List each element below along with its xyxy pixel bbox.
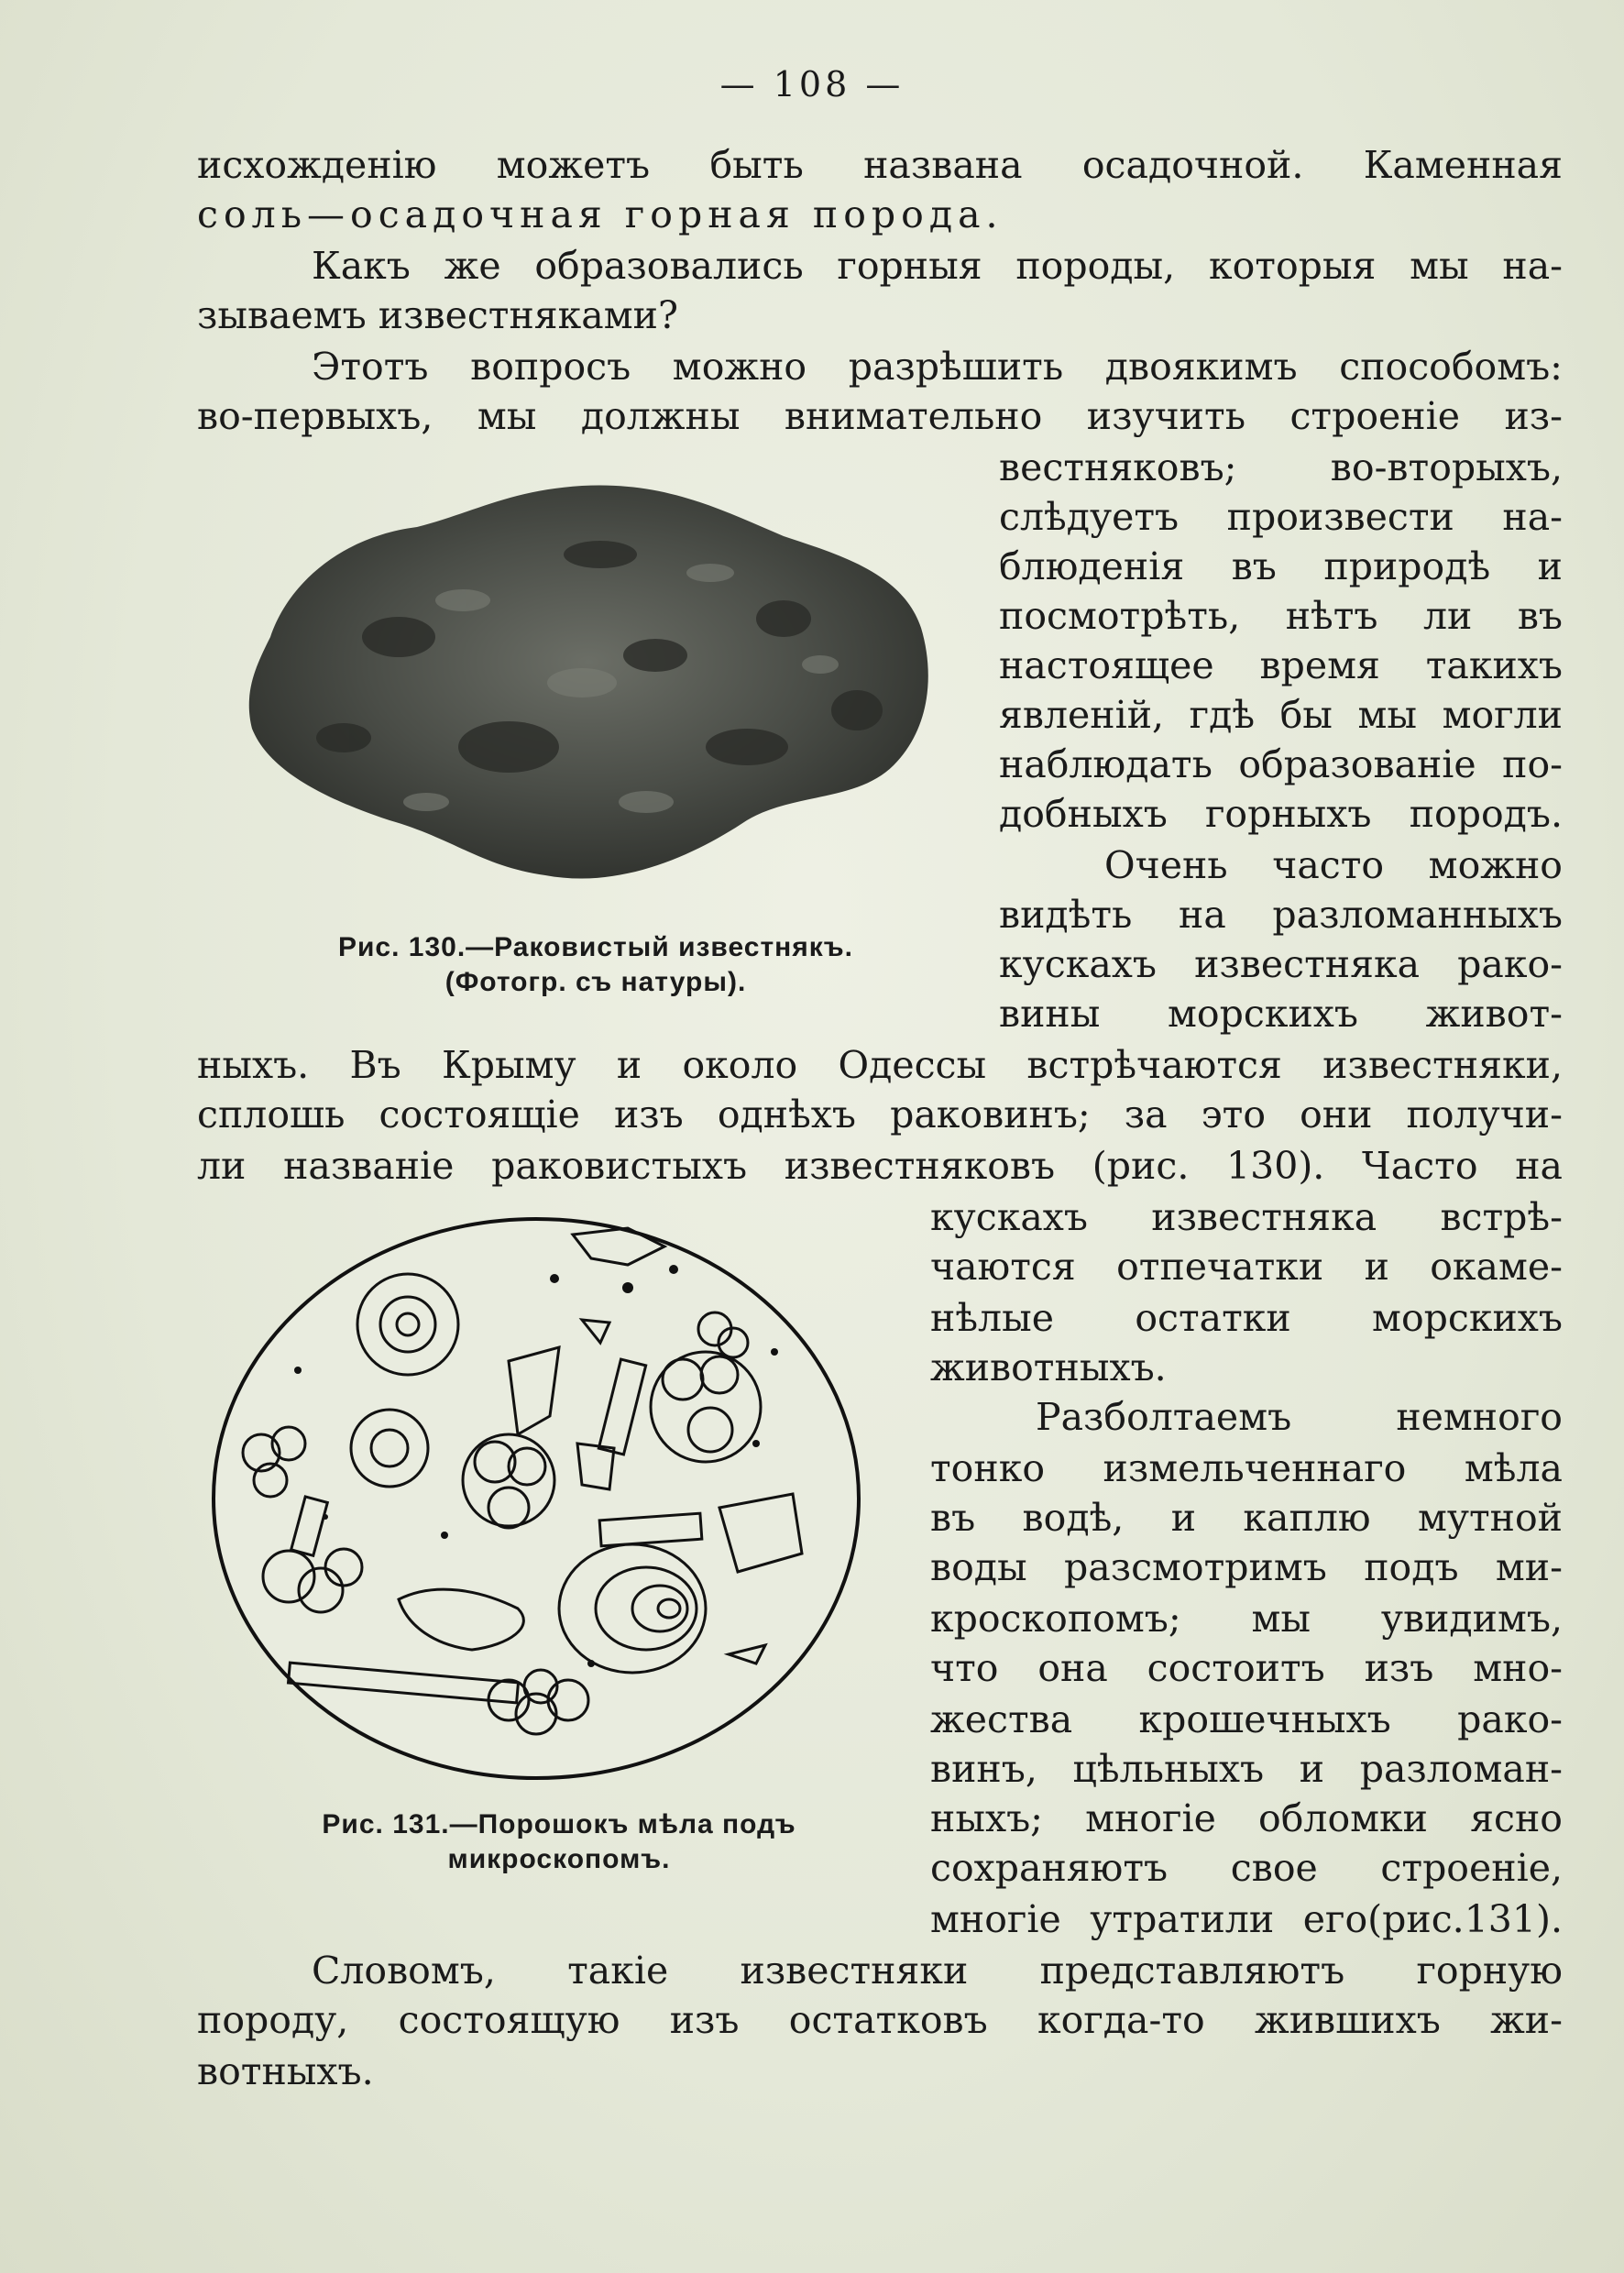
text-line: кускахъ известняка рако- [999,942,1563,986]
text-line: соль—осадочная горная порода. [197,192,1004,236]
text-line: Словомъ, такіе известняки представляютъ горную [312,1949,1563,1993]
text-line: воды разсмотримъ подъ ми- [930,1545,1563,1589]
text-line: животныхъ. [930,1345,1167,1389]
figure-130-caption [247,930,944,999]
figure-130-limestone-image [234,472,939,894]
text-line: винъ, цѣльныхъ и разломан- [930,1747,1563,1791]
text-line: Какъ же образовались горныя породы, которыя мы на- [312,244,1563,288]
figure-131-caption [225,1807,894,1876]
text-line: ли названіе раковистыхъ известняковъ (рис. 130). Часто на [197,1144,1563,1188]
text-line: вины морскихъ живот- [999,992,1563,1036]
text-line: что она состоитъ изъ мно- [930,1646,1563,1690]
text-line: кускахъ известняка встрѣ- [930,1195,1563,1239]
text-line: слѣдуетъ произвести на- [999,495,1563,539]
text-line: ныхъ. Въ Крыму и около Одессы встрѣчаются известняки, [197,1043,1563,1087]
figure-130-caption-line1: Рис. 130.—Раковистый известнякъ. [337,932,853,962]
page-number: — 108 — [719,64,905,104]
text-line: ныхъ; многіе обломки ясно [930,1796,1563,1840]
text-line: въ водѣ, и каплю мутной [930,1496,1563,1540]
text-line: многіе утратили его(рис.131). [930,1897,1563,1941]
text-line: сохраняютъ свое строеніе, [930,1846,1563,1890]
text-line: сплошь состоящіе изъ однѣхъ раковинъ; за это они получи- [197,1093,1563,1136]
text-line: наблюдать образованіе по- [999,742,1563,786]
text-line: зываемъ известняками? [197,293,678,337]
text-line: Этотъ вопросъ можно разрѣшить двоякимъ способомъ: [312,345,1563,389]
text-line: видѣть на разломанныхъ [999,893,1563,937]
text-line: породу, состоящую изъ остатковъ когда-то жившихъ жи- [197,1998,1563,2042]
text-line: кроскопомъ; мы увидимъ, [930,1597,1563,1641]
text-line: настоящее время такихъ [999,643,1563,687]
text-line: жества крошечныхъ рако- [930,1697,1563,1741]
text-line: во-первыхъ, мы должны внимательно изучить строеніе из- [197,394,1563,438]
text-line: чаются отпечатки и окаме- [930,1245,1563,1289]
text-line: нѣлые остатки морскихъ [930,1296,1563,1340]
text-line: блюденія въ природѣ и [999,544,1563,588]
figure-131-caption-line1: Рис. 131.—Порошокъ мѣла подъ [322,1809,796,1839]
text-line: вестняковъ; во-вторыхъ, [999,445,1563,489]
text-line: тонко измельченнаго мѣла [930,1446,1563,1490]
text-line: вотныхъ. [197,2049,374,2093]
figure-131-microscope-image [206,1214,866,1783]
figure-131-caption-line2: микроскопомъ. [447,1843,671,1874]
text-line: добныхъ горныхъ породъ. [999,792,1563,836]
text-line: исхожденію можетъ быть названа осадочной. Каменная [197,143,1563,187]
figure-130-caption-line2: (Фотогр. съ натуры). [444,966,747,997]
text-line: Разболтаемъ немного [1036,1395,1563,1439]
text-line: явленій, гдѣ бы мы могли [999,693,1563,737]
text-line: Очень часто можно [1104,843,1563,887]
text-line: посмотрѣть, нѣтъ ли въ [999,594,1563,638]
